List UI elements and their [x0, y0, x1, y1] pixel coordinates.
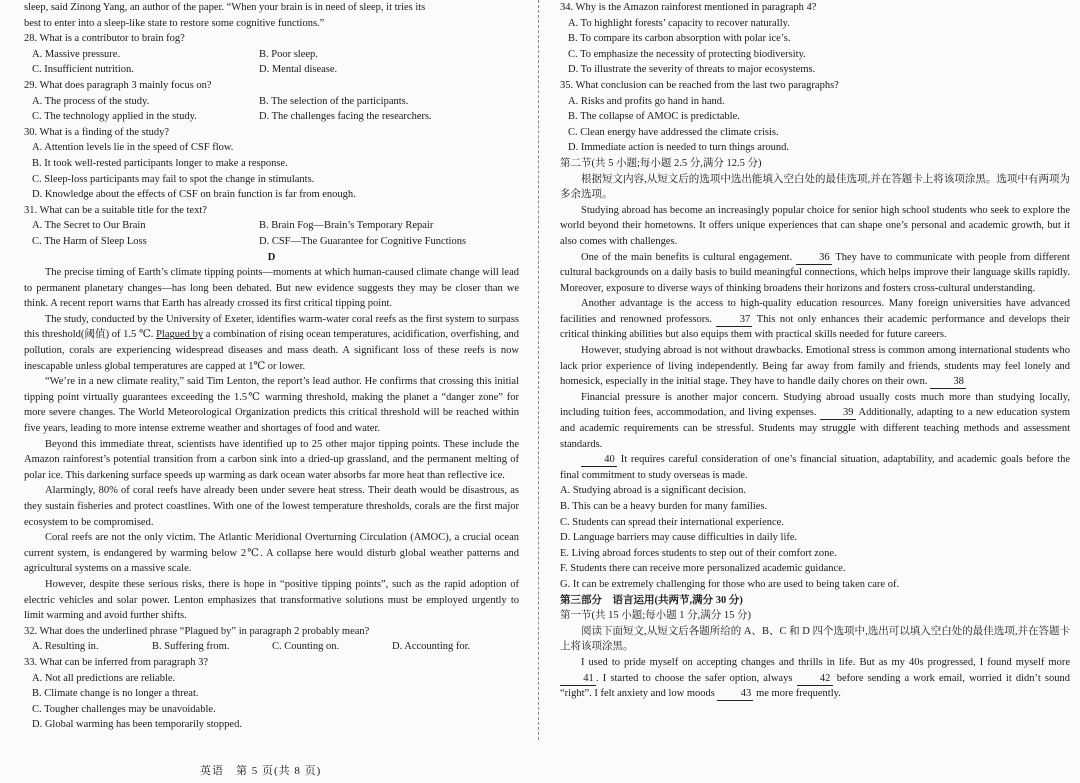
question-stem: 33. What can be inferred from paragraph 3? — [24, 656, 209, 668]
blank-36: 36 — [796, 251, 832, 265]
option-a: A. Studying abroad is a significant decision. — [560, 485, 747, 497]
text: Additionally, adapting to a new education system and academic requirements can be stressful. Students may struggle with different teaching methods and assessment standards. — [560, 407, 1070, 450]
text: Another advantage is the access to high-quality education resources. Many foreign universities have advanced facilities and renowned professors. — [560, 298, 1070, 325]
option-e: E. Living abroad forces students to step out of their comfort zone. — [560, 547, 837, 559]
option-a: A. Not all predictions are reliable. — [32, 672, 176, 684]
question-stem: 31. What can be a suitable title for the text? — [24, 204, 207, 216]
text: However, studying abroad is not without drawbacks. Emotional stress is common among international students who lack prior experience of living independently. Being far away from family and friends, students may feel lonely and homesick, especially in the initial stage. They have to handle daily chores on their own. — [560, 345, 1070, 388]
question-34 — [560, 0, 1070, 78]
intro-line-2: best to enter into a sleep-like state to restore some cognitive functions.” — [24, 17, 325, 29]
section-1-instructions: 阅读下面短文,从短文后各题所给的 A、B、C 和 D 四个选项中,选出可以填入空白处的最佳选项,并在答题卡上将该项涂黑。 — [560, 625, 1070, 653]
passage-d-paragraph-6: Coral reefs are not the only victim. The Atlantic Meridional Overturning Circulation (AMOC), a crucial ocean current system, is endangered by warming below 2℃. A collapse here would disturb global weather patterns and agricultural systems on a massive scale. — [24, 532, 519, 575]
section-2-instructions: 根据短文内容,从短文后的选项中选出能填入空白处的最佳选项,并在答题卡上将该项涂黑。选项中有两项为多余选项。 — [560, 173, 1070, 201]
blank-39: 39 — [820, 406, 856, 420]
passage-paragraph-2 — [560, 250, 1070, 297]
option-d: D. CSF—The Guarantee for Cognitive Functions — [259, 235, 467, 247]
option-c: C. Insufficient nutrition. — [32, 64, 134, 76]
text: me more frequently. — [753, 688, 841, 700]
option-c: C. To emphasize the necessity of protecting biodiversity. — [568, 48, 806, 60]
answer-options — [560, 483, 1070, 592]
cloze-paragraph-1 — [560, 655, 1070, 702]
option-g: G. It can be extremely challenging for those who are used to being taken care of. — [560, 578, 900, 590]
option-c: C. Students can spread their international experience. — [560, 516, 784, 528]
option-c: C. Sleep-loss participants may fail to spot the change in stimulants. — [32, 173, 315, 185]
option-d: D. Language barriers may cause difficulties in daily life. — [560, 532, 798, 544]
option-a: A. Risks and profits go hand in hand. — [568, 95, 725, 107]
option-c: C. Tougher challenges may be unavoidable. — [32, 703, 216, 715]
passage-paragraph-3 — [560, 296, 1070, 343]
option-a: A. Massive pressure. — [32, 48, 121, 60]
question-35 — [560, 78, 1070, 156]
question-stem: 34. Why is the Amazon rainforest mentioned in paragraph 4? — [560, 2, 817, 13]
right-column — [560, 0, 1070, 702]
text: I used to pride myself on accepting changes and thrills in life. But as my 40s progressed, I found myself more — [581, 656, 1070, 668]
option-f: F. Students there can receive more personalized academic guidance. — [560, 563, 846, 575]
text: One of the main benefits is cultural engagement. — [581, 251, 796, 263]
option-d: D. Global warming has been temporarily stopped. — [32, 719, 242, 731]
section-d-heading: D — [267, 251, 276, 263]
passage-d-paragraph-4: Beyond this immediate threat, scientists have identified up to 25 other major tipping points. These include the Amazon rainforest’s potential transition from a carbon sink into a dried-up grassland, and the permanent melting of polar ice. This darkening surface speeds up warming as dark ocean water absorbs far more heat than reflective ice. — [24, 438, 519, 481]
option-a: A. Resulting in. — [32, 641, 99, 653]
option-b: B. This can be a heavy burden for many families. — [560, 501, 768, 512]
page-footer: 英语 第 5 页(共 8 页) — [200, 765, 322, 777]
section-1-heading: 第一节(共 15 小题;每小题 1 分,满分 15 分) — [560, 610, 752, 622]
option-d: D. Accounting for. — [392, 641, 471, 653]
question-stem: 32. What does the underlined phrase “Plagued by” in paragraph 2 probably mean? — [24, 625, 370, 637]
option-b: B. Poor sleep. — [259, 48, 318, 60]
part-3-heading: 第三部分 语言运用(共两节,满分 30 分) — [560, 594, 743, 606]
bottom-fade — [540, 732, 1080, 783]
section-2-heading: 第二节(共 5 小题;每小题 2.5 分,满分 12.5 分) — [560, 157, 762, 169]
option-d: D. Immediate action is needed to turn things around. — [568, 142, 790, 154]
question-stem: 30. What is a finding of the study? — [24, 126, 170, 138]
passage-d-paragraph-2 — [24, 312, 519, 374]
question-33 — [24, 655, 519, 733]
option-c: C. Counting on. — [272, 641, 340, 653]
option-d: D. Mental disease. — [259, 64, 338, 76]
option-b: B. The selection of the participants. — [259, 95, 409, 107]
blank-37: 37 — [716, 313, 752, 327]
passage-paragraph-5 — [560, 390, 1070, 452]
option-c: C. The technology applied in the study. — [32, 111, 197, 123]
underlined-phrase: Plagued by — [156, 329, 204, 341]
text: This not only enhances their academic performance and develops their critical thinking abilities but also equips them with practical skills needed for future careers. — [560, 313, 1070, 341]
question-stem: 35. What conclusion can be reached from the last two paragraphs? — [560, 79, 839, 91]
text: They have to communicate with people from different cultural backgrounds on a daily basis to build meaningful connections, which helps improve their language skills rapidly. Moreover, exposure to diverse ways of thinking broadens their horizons and fosters cross-cultural understanding. — [560, 251, 1070, 294]
passage-paragraph-6 — [560, 452, 1070, 483]
question-32 — [24, 624, 519, 655]
column-divider — [538, 0, 539, 740]
option-b: B. The collapse of AMOC is predictable. — [568, 111, 740, 123]
question-stem: 28. What is a contributor to brain fog? — [24, 33, 185, 45]
question-28 — [24, 31, 519, 78]
passage-d-paragraph-5: Alarmingly, 80% of coral reefs have already been under severe heat stress. Their death would be disastrous, as they sustain fisheries and protect coastlines. With one of the lowest temperature thresholds, corals are the first major ecosystem to be compromised. — [24, 485, 519, 528]
option-b: B. It took well-rested participants longer to make a response. — [32, 157, 288, 169]
question-31 — [24, 203, 519, 250]
text: a combination of rising ocean temperatures, acidification, overfishing, and pollution, corals are experiencing widespread diseases and mass death. A significant loss of these reefs is now inescapable unless global temperatures are capped at 1℃ or lower. — [24, 329, 520, 372]
passage-paragraph-1: Studying abroad has become an increasingly popular choice for senior high school students who seek to explore the world beyond their hometowns. It offers unique experiences that can shape one’s personal and academic growth, but it also comes with challenges. — [560, 204, 1070, 247]
option-b: B. Climate change is no longer a threat. — [32, 688, 199, 700]
text: The study, conducted by the University of Exeter, identifies warm-water coral reefs as the first system to surpass this threshold(阈值) of 1.5 ℃. — [24, 313, 519, 341]
text: It requires careful consideration of one’s financial situation, adaptability, and academic goals before the final commitment to study overseas is made. — [560, 454, 1070, 481]
option-a: A. Attention levels lie in the speed of CSF flow. — [32, 142, 234, 154]
blank-40: 40 — [581, 453, 617, 467]
blank-43: 43 — [717, 687, 753, 701]
blank-38: 38 — [930, 375, 966, 389]
option-b: B. To compare its carbon absorption with polar ice’s. — [568, 33, 791, 45]
text: . I started to choose the safer option, always — [596, 672, 797, 684]
option-b: B. Brain Fog—Brain’s Temporary Repair — [259, 220, 434, 232]
text: before sending a work email, worried it didn’t sound “right”. I felt anxiety and low moods — [560, 672, 1070, 700]
passage-paragraph-4 — [560, 343, 1070, 390]
question-stem: 29. What does paragraph 3 mainly focus on? — [24, 79, 212, 91]
question-30 — [24, 125, 519, 203]
intro-line-1: sleep, said Zinong Yang, an author of the paper. “When your brain is in need of sleep, it tries its — [24, 2, 426, 13]
option-a: A. The process of the study. — [32, 95, 150, 107]
passage-d-paragraph-7: However, despite these serious risks, there is hope in “positive tipping points”, such as the rapid adoption of electric vehicles and solar power. Lenton emphasizes that transformative solutions must be employed urgently to limit warming and avoid further shifts. — [24, 578, 519, 622]
blank-41: 41 — [560, 672, 596, 686]
option-d: D. To illustrate the severity of threats to major ecosystems. — [568, 64, 816, 76]
text: Financial pressure is another major concern. Studying abroad usually costs much more than studying locally, including tuition fees, accommodation, and living expenses. — [560, 391, 1070, 419]
passage-d-paragraph-3: “We’re in a new climate reality,” said Tim Lenton, the report’s lead author. He confirms that crossing this initial tipping point virtually guarantees exceeding the 1.5℃ warming threshold, making the planet a “danger zone” for more severe changes. The World Meteorological Organization predicts this critical threshold will be reached within five years, leading to more intense extreme weather and shortages of food and water. — [24, 376, 519, 435]
option-c: C. The Harm of Sleep Loss — [32, 235, 147, 247]
option-d: D. Knowledge about the effects of CSF on brain function is far from enough. — [32, 189, 356, 201]
question-29 — [24, 78, 519, 125]
option-a: A. To highlight forests’ capacity to recover naturally. — [568, 17, 790, 29]
blank-42: 42 — [797, 672, 833, 686]
left-column — [24, 0, 519, 733]
option-b: B. Suffering from. — [152, 641, 230, 653]
option-c: C. Clean energy have addressed the climate crisis. — [568, 126, 779, 138]
option-d: D. The challenges facing the researchers. — [259, 111, 432, 123]
passage-d-paragraph-1: The precise timing of Earth’s climate tipping points—moments at which human-caused climate change will lead to permanent planetary changes—has long been debated. But new evidence suggests they may be closer than we think. A recent report warns that Earth has already crossed its first critical tipping point. — [24, 267, 519, 310]
option-a: A. The Secret to Our Brain — [32, 220, 146, 232]
